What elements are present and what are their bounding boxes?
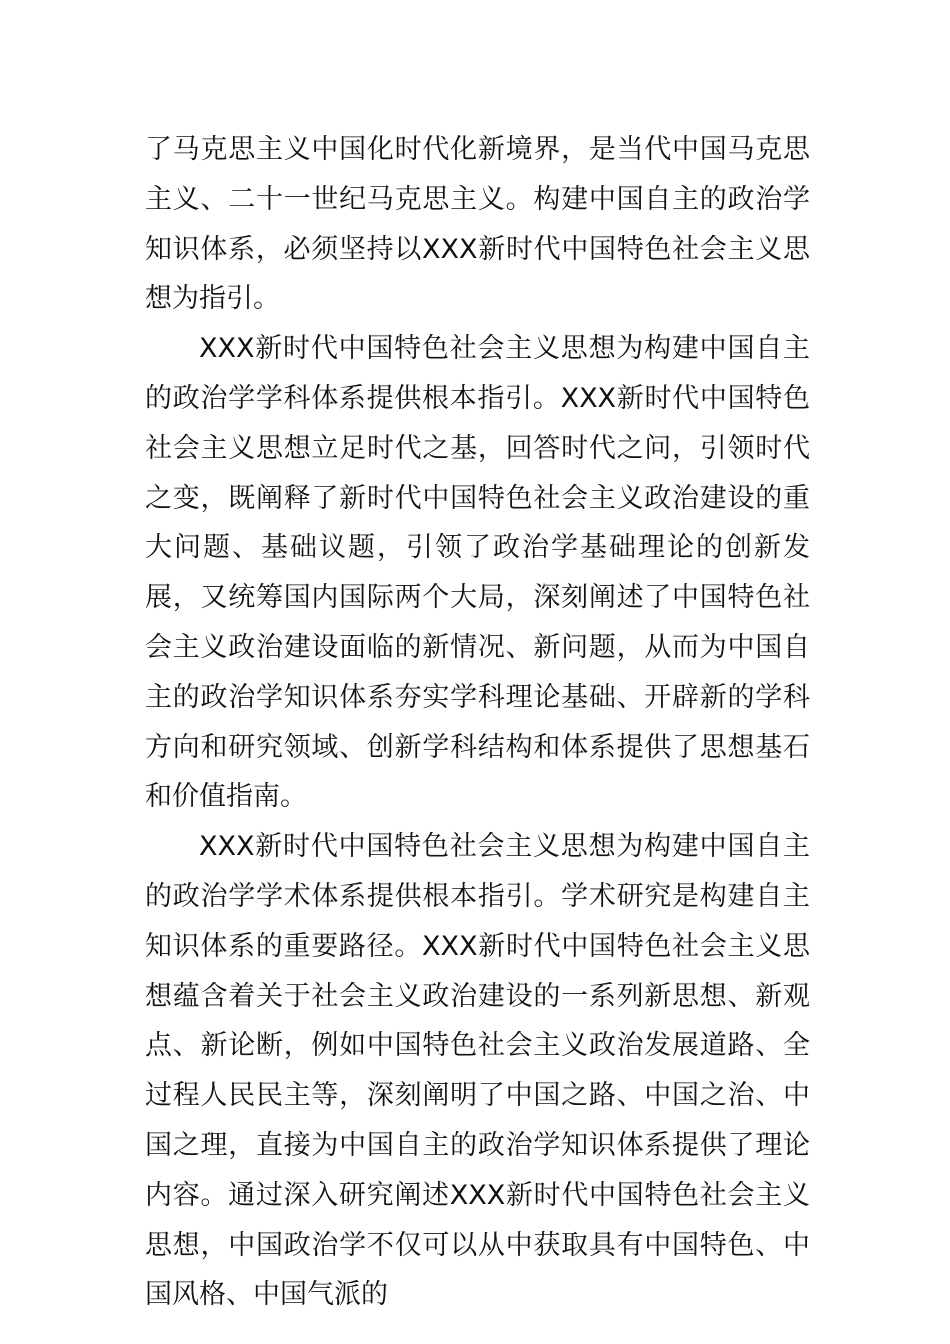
paragraph-academic-system: XXX新时代中国特色社会主义思想为构建中国自主的政治学学术体系提供根本指引。学术研究是构建自主知识体系的重要路径。XXX新时代中国特色社会主义思想蕴含着关于社会主义政治建设的一系列新思想、新观点、新论断，例如中国特色社会主义政治发展道路、全过程人民民主等，深刻阐明了中国之路、中国之治、中国之理，直接为中国自主的政治学知识体系提供了理论内容。通过深入研究阐述XXX新时代中国特色社会主义思想，中国政治学不仅可以从中获取具有中国特色、中国风格、中国气派的 [145, 831, 810, 1311]
paragraph-continued: 了马克思主义中国化时代化新境界，是当代中国马克思主义、二十一世纪马克思主义。构建中国自主的政治学知识体系，必须坚持以XXX新时代中国特色社会主义思想为指引。 [145, 134, 810, 315]
body-text [145, 125, 810, 1320]
paragraph-discipline-system: XXX新时代中国特色社会主义思想为构建中国自主的政治学学科体系提供根本指引。XXX新时代中国特色社会主义思想立足时代之基，回答时代之问，引领时代之变，既阐释了新时代中国特色社会主义政治建设的重大问题、基础议题，引领了政治学基础理论的创新发展，又统筹国内国际两个大局，深刻阐述了中国特色社会主义政治建设面临的新情况、新问题，从而为中国自主的政治学知识体系夯实学科理论基础、开辟新的学科方向和研究领域、创新学科结构和体系提供了思想基石和价值指南。 [145, 333, 810, 813]
